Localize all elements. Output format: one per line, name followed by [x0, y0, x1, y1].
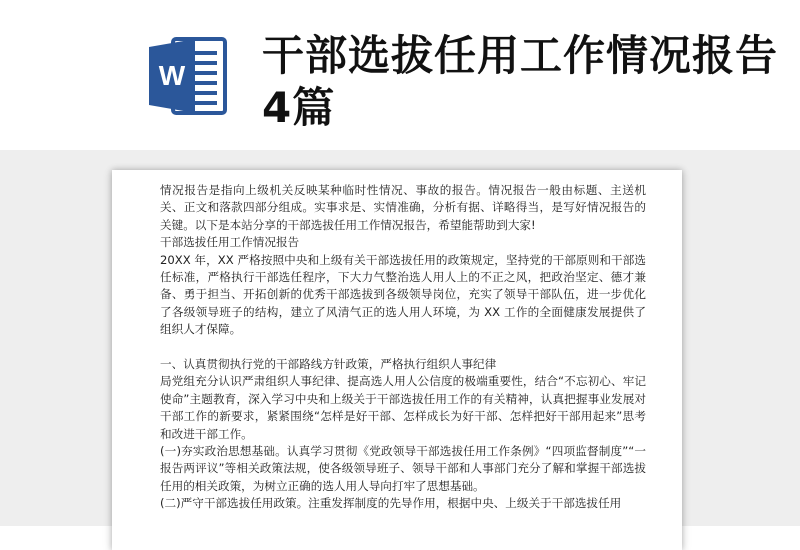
- word-document-icon: [145, 33, 231, 119]
- paragraph-blank: [160, 339, 646, 356]
- word-logo-letter: W: [158, 60, 186, 91]
- paragraph-section-1: 局党组充分认识严肃组织人事纪律、提高选人用人公信度的极端重要性，结合“不忘初心、牢记使命”主题教育，深入学习中央和上级关于干部选拔任用工作的有关精神，认真把握事业发展对干部工作的新要求，紧紧围绕“怎样是好干部、怎样成长为好干部、怎样把好干部用起来”思考和改进干部工作。: [160, 374, 646, 441]
- paragraph-item-2: (二)严守干部选拔任用政策。注重发挥制度的先导作用，根据中央、上级关于干部选拔任用: [160, 496, 622, 511]
- header: [0, 0, 800, 150]
- paragraph-intro: 情况报告是指向上级机关反映某种临时性情况、事故的报告。情况报告一般由标题、主送机关、正文和落款四部分组成。实事求是、实情准确，分析有据、详略得当，是写好情况报告的关键。以下是本站分享的干部选拔任用工作情况报告，希望能帮助到大家!: [160, 183, 646, 232]
- paragraph-item-1: (一)夯实政治思想基础。认真学习贯彻《党政领导干部选拔任用工作条例》“四项监督制度”“一报告两评议”等相关政策法规，使各级领导班子、领导干部和人事部门充分了解和掌握干部选拔任用的相关政策，为树立正确的选人用人导向打牢了思想基础。: [160, 444, 646, 493]
- section-heading-1: 一、认真贯彻执行党的干部路线方针政策，严格执行组织人事纪律: [160, 357, 497, 372]
- document-content: [160, 182, 646, 513]
- paragraph-subtitle: 干部选拔任用工作情况报告: [160, 235, 300, 250]
- page-title: 干部选拔任用工作情况报告4篇: [262, 31, 779, 132]
- paragraph-overview: 20XX 年，XX 严格按照中央和上级有关干部选拔任用的政策规定，坚持党的干部原则和干部选任标准，严格执行干部选任程序，下大力气整治选人用人上的不正之风，把政治坚定、德才兼备、勇于担当、开拓创新的优秀干部选拔到各级领导岗位，充实了领导干部队伍，进一步优化了各级领导班子的结构，建立了风清气正的选人用人环境，为 XX 工作的全面健康发展提供了组织人才保障。: [160, 252, 646, 337]
